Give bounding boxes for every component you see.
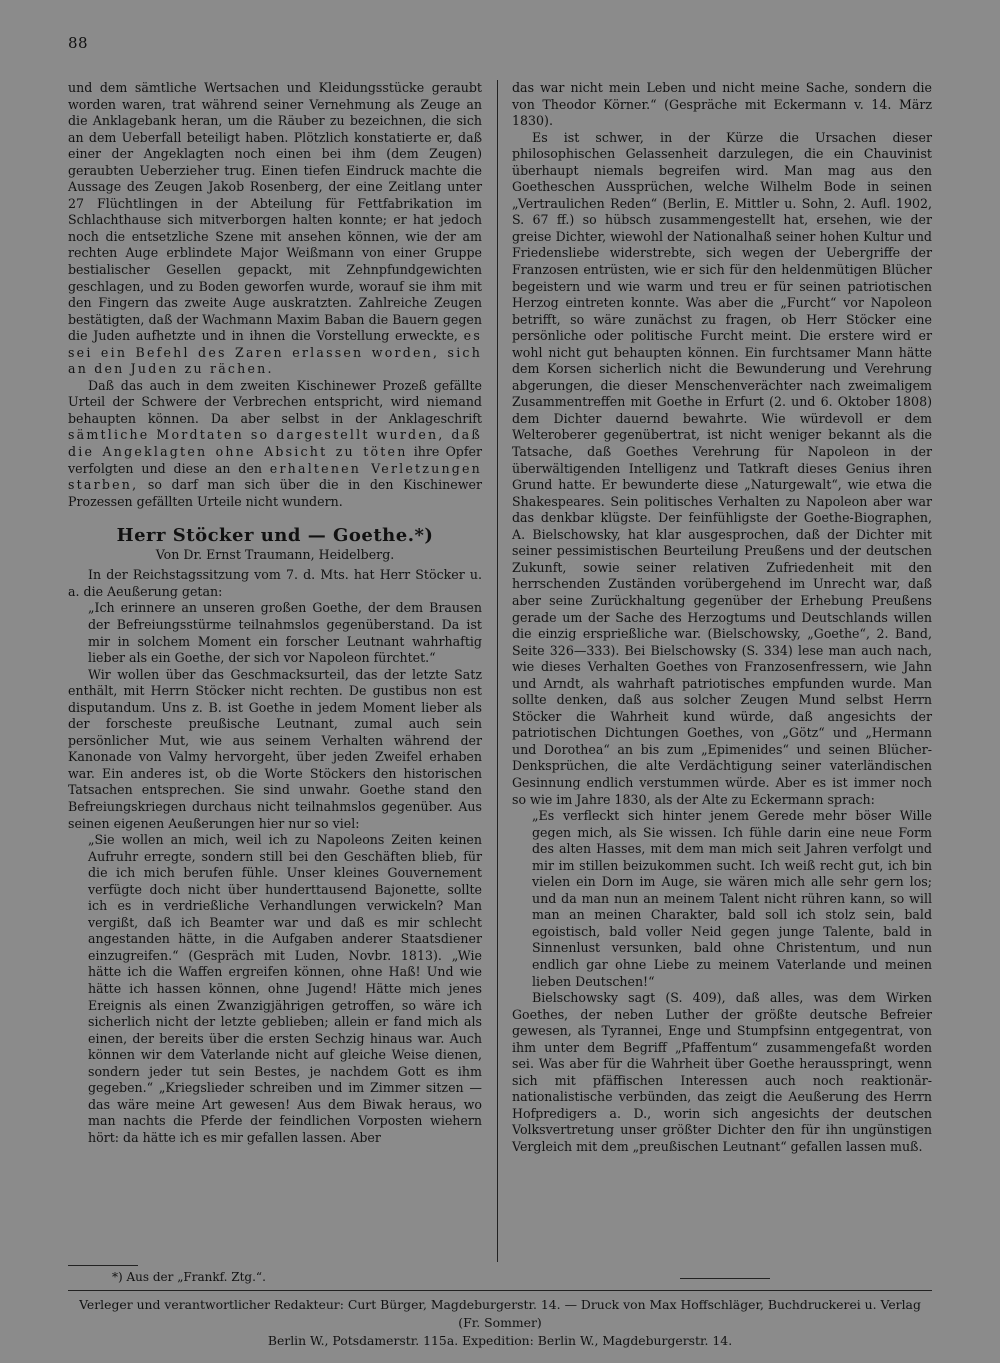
imprint (68, 1296, 932, 1350)
article-end-rule (680, 1278, 770, 1279)
spaced-text: sämtliche Mordtaten so dargestellt wurden, daß die Angeklagten ohne Absicht zu töten (68, 427, 482, 460)
spaced-text: erhaltenen Verletzungen starben, (68, 460, 482, 493)
footnote: *) Aus der „Frankf. Ztg.“. (112, 1270, 266, 1284)
paragraph: Es ist schwer, in der Kürze die Ursachen dieser philosophischen Gelassenheit darzulegen, die ein Chauvinist überhaupt niemals begreifen wird. Man mag aus den Goetheschen Aussprüchen, welche Wilhelm Bode in seinen „Vertraulichen Reden“ (Berlin, E. Mittler u. Sohn, 2. Aufl. 1902, S. 67 ff.) so hübsch zusammengestellt hat, ersehen, wie der greise Dichter, wiewohl der Nationalhaß seiner hohen Kultur und Friedensliebe widerstrebte, sich wegen der Uebergriffe der Franzosen entrüsten, wie er sich für den heldenmütigen Blücher begeistern und wie warm und treu er für seinen patriotischen Herzog eintreten konnte. Was aber die „Furcht“ vor Napoleon betrifft, so wäre zunächst zu fragen, ob Herr Stöcker eine persönliche oder politische Furcht meint. Die erstere wird er wohl nicht gut behaupten können. Ein furchtsamer Mann hätte dem Korsen sicherlich nicht die Bewunderung und Verehrung abgerungen, die dieser Menschenverächter nach zweimaligem Zusammentreffen mit Goethe in Erfurt (2. und 6. Oktober 1808) dem Dichter dauernd bewahrte. Wie würdevoll er dem Welteroberer gegenübertrat, ist nicht weniger bekannt als die Tatsache, daß Goethes Verehrung für Napoleon in der überwältigenden Intelligenz und Tatkraft dieses Genius ihren Grund hatte. Er bewunderte diese „Naturgewalt“, wie etwa die Shakespeares. Sein politisches Verhalten zu Napoleon aber war das denkbar klügste. Der feinfühligste der Goethe-Biographen, A. Bielschowsky, hat klar ausgesprochen, daß der Dichter mit seiner pessimistischen Beurteilung Preußens und der deutschen Zukunft, sowie seiner relativen Zufriedenheit mit den herrschenden Zuständen vorübergehend im Unrecht war, daß aber seine Zurückhaltung gegenüber der Erhebung Preußens gerade um der Sache des Herzogtums und Deutschlands willen die einzig ersprießliche war. (Bielschowsky, „Goethe“, 2. Band, Seite 326—333). Bei Bielschowsky (S. 334) lese man auch nach, wie dieses Verhalten Goethes von Franzosenfressern, wie Jahn und Arndt, als wahrhaft patriotisches empfunden wurde. Man sollte denken, daß aus solcher Zeugen Mund selbst Herrn Stöcker die Wahrheit kund würde, daß angesichts der patriotischen Dichtungen Goethes, von „Götz“ und „Hermann und Dorothea“ an bis zum „Epimenides“ und seinen Blücher-Denksprüchen, die alte Verdächtigung seiner vaterländischen Gesinnung endlich verstummen würde. Aber es ist immer noch so wie im Jahre 1830, als der Alte zu Eckermann sprach: (512, 129, 932, 807)
imprint-line: Verleger und verantwortlicher Redakteur: Curt Bürger, Magdeburgerstr. 14. — Druck von Max Hoffschläger, Buchdruckerei u. Verlag (Fr. Sommer) (79, 1297, 921, 1330)
paragraph: Wir wollen über das Geschmacksurteil, das der letzte Satz enthält, mit Herrn Stöcker nicht rechten. De gustibus non est disputandum. Uns z. B. ist Goethe in jedem Moment lieber als der forscheste preußische Leutnant, zumal auch sein persönlicher Mut, wie aus seinem Verhalten während der Kanonade von Valmy hervorgeht, über jeden Zweifel erhaben war. Ein anderes ist, ob die Worte Stöckers den historischen Tatsachen entsprechen. Sie sind unwahr. Goethe stand den Befreiungskriegen durchaus nicht teilnahmslos gegenüber. Aus seinen eigenen Aeußerungen hier nur so viel: (68, 666, 482, 831)
article-heading: Herr Stöcker und — Goethe.*) (116, 525, 434, 547)
imprint-divider (68, 1290, 932, 1291)
paragraph: das war nicht mein Leben und nicht meine Sache, sondern die von Theodor Körner.“ (Gespräche mit Eckermann v. 14. März 1830). (512, 80, 932, 129)
paragraph-text: so darf man sich über die in den Kischinewer Prozessen gefällten Urteile nicht wundern. (68, 477, 482, 509)
quotation: „Es verfleckt sich hinter jenem Gerede mehr böser Wille gegen mich, als Sie wissen. Ich fühle darin eine neue Form des alten Hasses, mit dem man mich seit Jahren verfolgt und mir im stillen beizukommen sucht. Ich weiß recht gut, ich bin vielen ein Dorn im Auge, sie wären mich alle sehr gern los; und da man nun an meinem Talent nicht rühren kann, so will man an meinen Charakter, bald soll ich stolz sein, bald egoistisch, bald voller Neid gegen junge Talente, bald in Sinnenlust versunken, bald ohne Christentum, und nun endlich gar ohne Liebe zu meinem Vaterlande und meinen lieben Deutschen!“ (532, 808, 932, 989)
paragraph (68, 80, 482, 378)
paragraph-text: Daß das auch in dem zweiten Kischinewer Prozeß gefällte Urteil der Schwere der Verbrechen entspricht, wird niemand behaupten können. Da aber selbst in der Anklageschrift (68, 377, 482, 426)
imprint-line: Berlin W., Potsdamerstr. 115a. Expedition: Berlin W., Magdeburgerstr. 14. (267, 1333, 733, 1348)
left-column (68, 80, 482, 1146)
quotation: „Sie wollen an mich, weil ich zu Napoleons Zeiten keinen Aufruhr erregte, sondern still bei den Geschäften blieb, für die ich mich berufen fühle. Unser kleines Gouvernement verfügte doch nicht über hunderttausend Bajonette, sollte ich es in verdrießliche Verhandlungen verwickeln? Man vergißt, daß ich Beamter war und daß es mir schlecht angestanden hätte, in die Aufgaben anderer Staatsdiener einzugreifen.“ (Gespräch mit Luden, Novbr. 1813). „Wie hätte ich die Waffen ergreifen können, ohne Haß! Und wie hätte ich hassen können, ohne Jugend! Hätte mich jenes Ereignis als einen Zwanzigjährigen getroffen, so wäre ich sicherlich nicht der letzte geblieben; allein er fand mich als einen, der bereits über die ersten Sechzig hinaus war. Auch können wir dem Vaterlande nicht auf gleiche Weise dienen, sondern jeder tut sein Bestes, je nachdem Gott es ihm gegeben.“ „Kriegslieder schreiben und im Zimmer sitzen — das wäre meine Art gewesen! Aus dem Biwak heraus, wo man nachts die Pferde der feindlichen Vorposten wiehern hört: da hätte ich es mir gefallen lassen. Aber (88, 832, 482, 1145)
spaced-text: es sei ein Befehl des Zaren erlassen worden, sich an den Juden zu rächen. (68, 328, 482, 377)
byline: Von Dr. Ernst Traumann, Heidelberg. (155, 546, 395, 562)
quotation: „Ich erinnere an unseren großen Goethe, der dem Brausen der Befreiungsstürme teilnahmslos gegenüberstand. Da ist mir in solchem Moment ein forscher Leutnant wahrhaftig lieber als ein Goethe, der sich vor Napoleon fürchtet.“ (88, 600, 482, 666)
paragraph: In der Reichstagssitzung vom 7. d. Mts. hat Herr Stöcker u. a. die Aeußerung getan: (68, 567, 482, 599)
paragraph (68, 378, 482, 510)
paragraph: Bielschowsky sagt (S. 409), daß alles, was dem Wirken Goethes, der neben Luther der größte deutsche Befreier gewesen, als Tyrannei, Enge und Stumpfsinn entgegentrat, von ihm unter dem Begriff „Pfaffentum“ zusammengefaßt worden sei. Was aber für die Wahrheit über Goethe herausspringt, wenn sich mit pfäffischen Interessen auch noch reaktionär-nationalistische verbünden, das zeigt die Aeußerung des Herrn Hofpredigers a. D., worin sich angesichts der deutschen Volksvertretung unser größter Dichter den für ihn ungünstigen Vergleich mit dem „preußischen Leutnant“ gefallen lassen muß. (512, 990, 932, 1154)
page-number: 88 (68, 34, 89, 52)
paragraph-text: und dem sämtliche Wertsachen und Kleidungsstücke geraubt worden waren, trat während seiner Vernehmung als Zeuge an die Anklagebank heran, um die Räuber zu bezeichnen, die sich an dem Ueberfall beteiligt haben. Plötzlich konstatierte er, daß einer der Angeklagten noch einen bei ihm (dem Zeugen) geraubten Ueberzieher trug. Einen tiefen Eindruck machte die Aussage des Zeugen Jakob Rosenberg, der eine Zeitlang unter 27 Flüchtlingen in der Abteilung für Fettfabrikation im Schlachthause sich mitverborgen halten konnte; er hat jedoch noch die entsetzliche Szene mit ansehen können, wie der am rechten Auge erblindete Major Weißmann von einer Gruppe bestialischer Gesellen gepackt, mit Zehnpfundgewichten geschlagen, und zu Boden geworfen wurde, worauf sie ihm mit den Fingern das zweite Auge auskratzten. Zahlreiche Zeugen bestätigten, daß der Wachmann Maxim Baban die Bauern gegen die Juden aufhetzte und in ihnen die Vorstellung erweckte, (68, 80, 482, 344)
column-divider (497, 80, 498, 1262)
footnote-divider (68, 1265, 138, 1266)
right-column (512, 80, 932, 1156)
paragraph-text: ihre Opfer verfolgten und diese an den (68, 444, 482, 476)
